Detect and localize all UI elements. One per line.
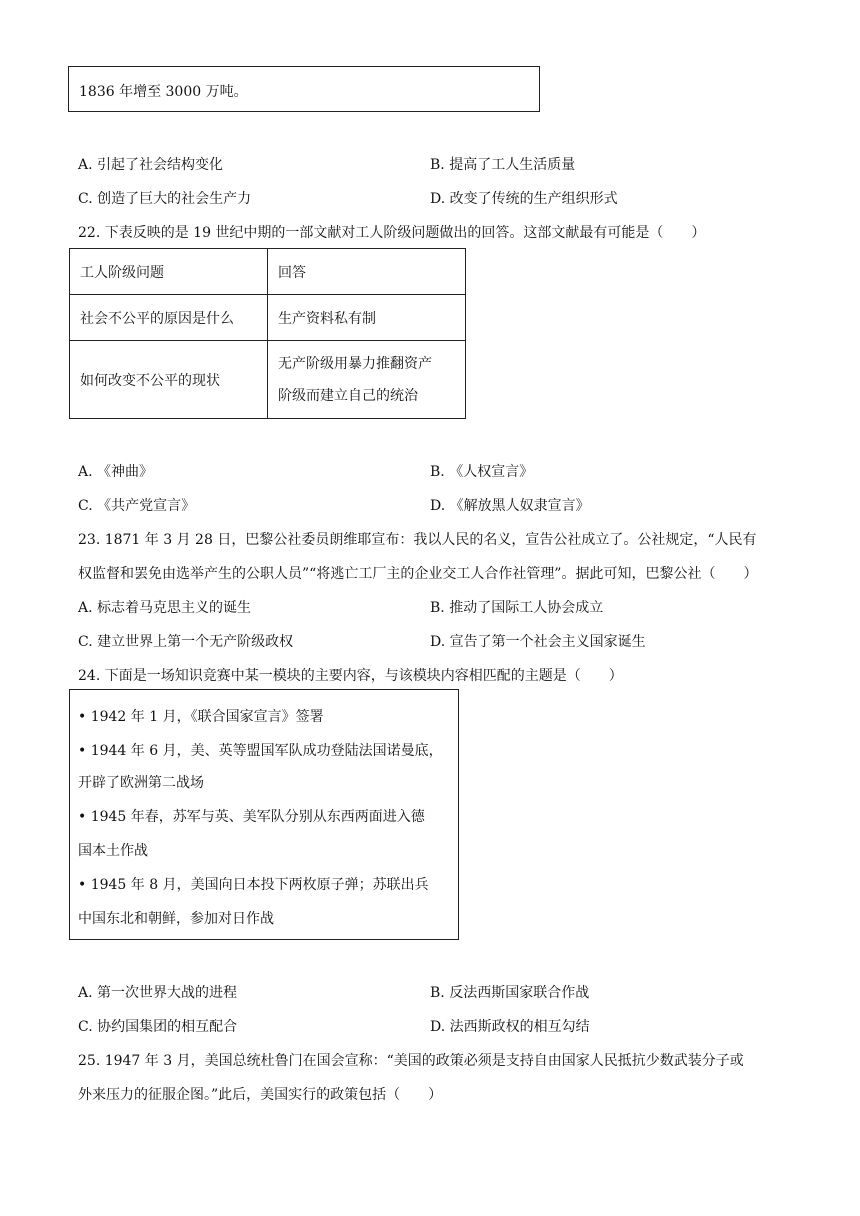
- table-cell-line: 无产阶级用暴力推翻资产: [278, 355, 432, 372]
- q22-table: [69, 248, 466, 419]
- table-cell: 如何改变不公平的现状: [70, 341, 268, 419]
- q24-stem: 24. 下面是一场知识竞赛中某一模块的主要内容，与该模块内容相匹配的主题是（ ）: [78, 668, 623, 684]
- q23-option-b[interactable]: B. 推动了国际工人协会成立: [430, 600, 604, 616]
- q24-option-c[interactable]: C. 协约国集团的相互配合: [78, 1019, 238, 1035]
- table-cell: 生产资料私有制: [268, 295, 466, 341]
- q21-option-d[interactable]: D. 改变了传统的生产组织形式: [430, 191, 618, 207]
- q24-box-line: • 1942 年 1 月，《联合国家宣言》签署: [78, 709, 324, 725]
- q24-box-line: 开辟了欧洲第二战场: [78, 775, 204, 791]
- q23-option-a[interactable]: A. 标志着马克思主义的诞生: [78, 600, 252, 616]
- q22-option-c[interactable]: C. 《共产党宣言》: [78, 498, 196, 514]
- q22-option-d[interactable]: D. 《解放黑人奴隶宣言》: [430, 498, 590, 514]
- table-cell-line: 阶级而建立自己的统治: [278, 387, 418, 404]
- q23-option-c[interactable]: C. 建立世界上第一个无产阶级政权: [78, 634, 294, 650]
- q23-option-d[interactable]: D. 宣告了第一个社会主义国家诞生: [430, 634, 646, 650]
- q24-option-a[interactable]: A. 第一次世界大战的进程: [78, 985, 238, 1001]
- table-header-cell: 回答: [268, 249, 466, 295]
- table-cell-multiline: [268, 341, 466, 419]
- q25-stem-line2: 外来压力的征服企图。”此后，美国实行的政策包括（ ）: [78, 1087, 443, 1103]
- q24-box-line: • 1944 年 6 月，美、英等盟国军队成功登陆法国诺曼底，: [78, 743, 443, 759]
- q22-option-a[interactable]: A. 《神曲》: [78, 464, 154, 480]
- q22-stem: 22. 下表反映的是 19 世纪中期的一部文献对工人阶级问题做出的回答。这部文献最有可能是（ ）: [78, 225, 706, 241]
- q24-option-b[interactable]: B. 反法西斯国家联合作战: [430, 985, 590, 1001]
- q25-stem-line1: 25. 1947 年 3 月，美国总统杜鲁门在国会宣称：“美国的政策必须是支持自由国家人民抵抗少数武装分子或: [78, 1053, 744, 1069]
- q23-stem-line1: 23. 1871 年 3 月 28 日，巴黎公社委员朗维耶宣布：我以人民的名义，宣告公社成立了。公社规定，“人民有: [78, 532, 757, 548]
- q24-box-line: • 1945 年春，苏军与英、美军队分别从东西两面进入德: [78, 809, 425, 825]
- q24-box-line: 国本土作战: [78, 843, 148, 859]
- q24-box-line: • 1945 年 8 月，美国向日本投下两枚原子弹；苏联出兵: [78, 877, 429, 893]
- table-cell: 社会不公平的原因是什么: [70, 295, 268, 341]
- q21-material-box: [68, 66, 540, 112]
- q22-option-b[interactable]: B. 《人权宣言》: [430, 464, 534, 480]
- q21-option-c[interactable]: C. 创造了巨大的社会生产力: [78, 191, 252, 207]
- table-header-cell: 工人阶级问题: [70, 249, 268, 295]
- q21-material-text: 1836 年增至 3000 万吨。: [79, 84, 248, 100]
- q24-box-line: 中国东北和朝鲜，参加对日作战: [78, 911, 274, 927]
- q23-stem-line2: 权监督和罢免由选举产生的公职人员”“将逃亡工厂主的企业交工人合作社管理”。据此可知，巴黎公社（ ）: [78, 566, 758, 582]
- q24-option-d[interactable]: D. 法西斯政权的相互勾结: [430, 1019, 590, 1035]
- q21-option-b[interactable]: B. 提高了工人生活质量: [430, 157, 576, 173]
- q21-option-a[interactable]: A. 引起了社会结构变化: [78, 157, 224, 173]
